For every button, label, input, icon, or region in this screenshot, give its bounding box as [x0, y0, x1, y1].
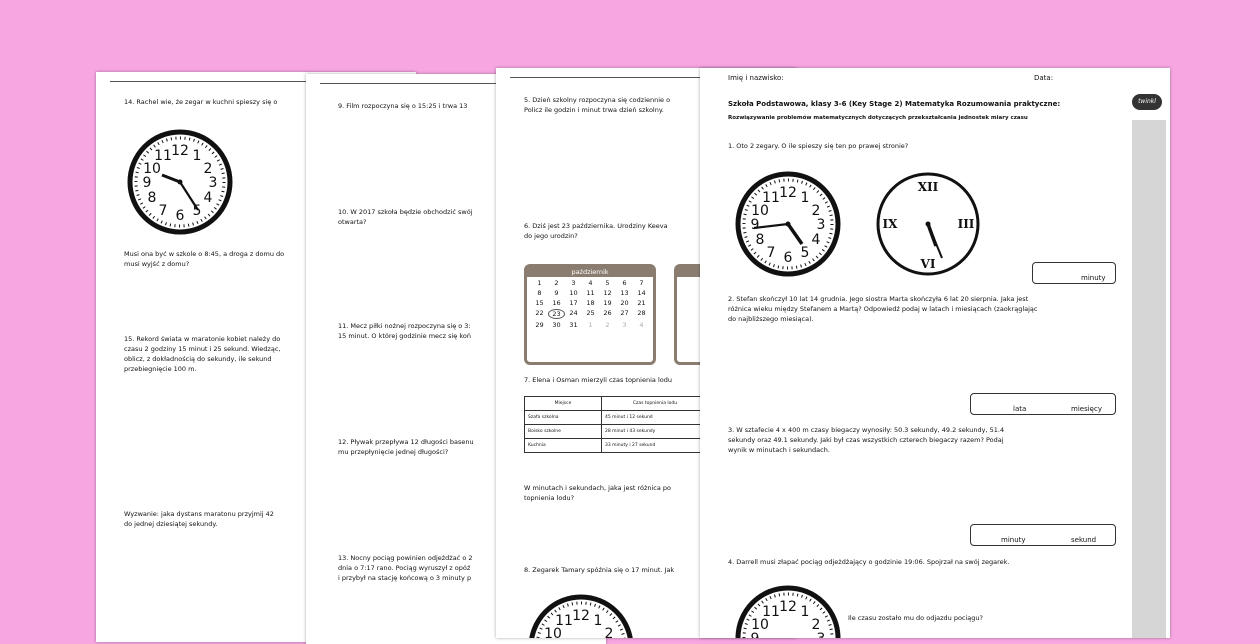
question-10: 10. W 2017 szkoła będzie obchodzić swój [338, 208, 473, 216]
question-13: 13. Nocny pociąg powinien odjeżdżać o 2 [338, 554, 473, 562]
challenge-line-2: do jednej dziesiątej sekundy. [124, 520, 218, 528]
question-15-line-3: oblicz, z dokładnością do sekundy, ile sekund [124, 355, 272, 363]
calendar-day: 18 [586, 299, 595, 307]
question-3-line-3: wynik w minutach i sekundach. [728, 446, 830, 454]
svg-text:VI: VI [920, 257, 936, 271]
calendar-day: 2 [605, 321, 610, 329]
question-5-line-2: Policz ile godzin i minut trwa dzień szkolny. [524, 106, 664, 114]
calendar-day: 27 [620, 309, 629, 317]
calendar-day: 15 [535, 299, 544, 307]
question-15-line-4: przebiegnięcie 100 m. [124, 365, 197, 373]
calendar-day: 17 [569, 299, 578, 307]
question-2-line-3: do najbliższego miesiąca). [728, 315, 814, 323]
table-cell: Boisko szkolne [525, 425, 602, 439]
calendar-day: 22 [535, 309, 544, 317]
question-7: 7. Elena i Osman mierzyli czas topnienia lodu [524, 376, 672, 384]
answer-box-q3[interactable] [970, 524, 1116, 546]
calendar-day: 30 [552, 321, 561, 329]
calendar-day: 25 [586, 309, 595, 317]
name-label: Imię i nazwisko: [728, 74, 784, 82]
question-8: 8. Zegarek Tamary spóźnia się o 17 minut. Jak [524, 566, 675, 574]
clock-icon [730, 166, 846, 282]
question-3: 3. W sztafecie 4 x 400 m czasy biegaczy wynosiły: 50.3 sekundy, 49.2 sekundy, 51.4 [728, 426, 1005, 434]
question-11-line-2: 15 minut. O której godzinie mecz się koń [338, 332, 471, 340]
calendar-day: 28 [637, 309, 646, 317]
table-cell: 45 minut i 12 sekund [602, 411, 709, 425]
calendar-day: 20 [620, 299, 629, 307]
challenge: Wyzwanie: jaka dystans maratonu przyjmij 42 [124, 510, 274, 518]
question-6-line-2: do jego urodzin? [524, 232, 578, 240]
question-1: 1. Oto 2 zegary. O ile spieszy się ten po prawej stronie? [728, 142, 909, 150]
question-4: 4. Darrell musi złapać pociąg odjeżdżający o godzinie 19:06. Spojrzał na swój zegarek. [728, 558, 1010, 566]
roman-clock-icon [870, 166, 986, 282]
question-15-line-2: czasu 2 godziny 15 minut i 25 sekund. Wiedząc, [124, 345, 281, 353]
table-cell: 28 minut i 43 sekundy [602, 425, 709, 439]
calendar-day: 1 [537, 279, 542, 287]
question-10-line-2: otwarta? [338, 218, 367, 226]
question-2: 2. Stefan skończył 10 lat 14 grudnia. Jego siostra Marta skończyła 6 lat 20 sierpnia. Jaka jest [728, 295, 1029, 303]
question-4-line-2: Ile czasu zostało mu do odjazdu pociągu? [848, 614, 983, 622]
question-14: 14. Rachel wie, że zegar w kuchni spieszy się o [124, 98, 278, 106]
svg-text:III: III [957, 217, 975, 231]
question-12-line-2: mu przepłynięcie jednej długości? [338, 448, 449, 456]
calendar-month: październik [527, 267, 653, 277]
answer-unit: minuty [1081, 274, 1106, 282]
calendar-grid [527, 277, 653, 331]
calendar-day: 19 [603, 299, 612, 307]
svg-text:XII: XII [917, 180, 939, 194]
question-13-line-3: i przybył na stację końcową o 3 minuty p [338, 574, 472, 582]
question-14-text-2: musi wyjść z domu? [124, 260, 190, 268]
calendar-day: 10 [569, 289, 578, 297]
clock-icon [730, 580, 846, 638]
calendar-day: 29 [535, 321, 544, 329]
calendar-day: 14 [637, 289, 646, 297]
answer-unit-years: lata [1013, 405, 1027, 413]
question-2-line-2: różnica wieku między Stefanem a Martą? Odpowiedź podaj w latach i miesiącach (zaokrąglając [728, 305, 1038, 313]
page-title: Szkoła Podstawowa, klasy 3-6 (Key Stage 2) Matematyka Rozumowania praktyczne: [728, 100, 1061, 108]
calendar-day: 3 [571, 279, 576, 287]
table-cell: Szafa szkolna [525, 411, 602, 425]
calendar-day: 23 [548, 309, 565, 319]
calendar-day: 21 [637, 299, 646, 307]
question-15: 15. Rekord świata w maratonie kobiet należy do [124, 335, 281, 343]
calendar-day: 11 [586, 289, 595, 297]
melting-table [524, 396, 709, 453]
question-7-line-2: W minutach i sekundach, jaka jest różnica po [524, 484, 672, 492]
calendar-day: 24 [569, 309, 578, 317]
table-cell: 33 minuty i 27 sekund [602, 439, 709, 453]
calendar-day: 26 [603, 309, 612, 317]
question-12: 12. Pływak przepływa 12 długości basenu [338, 438, 474, 446]
question-5: 5. Dzień szkolny rozpoczyna się codziennie o [524, 96, 671, 104]
twinkl-logo: twinkl [1132, 94, 1162, 110]
calendar-day: 9 [554, 289, 559, 297]
question-13-line-2: dnia o 7:17 rano. Pociąg wyruszył z opóź [338, 564, 471, 572]
calendar-day: 8 [537, 289, 542, 297]
scrollbar[interactable] [1132, 120, 1166, 638]
table-cell: Kuchnia [525, 439, 602, 453]
calendar-day: 5 [605, 279, 610, 287]
calendar-day: 2 [554, 279, 559, 287]
date-label: Data: [1034, 74, 1054, 82]
question-3-line-2: sekundy oraz 49.1 sekundy. Jaki był czas wszystkich czterech biegaczy razem? Podaj [728, 436, 1004, 444]
question-11: 11. Mecz piłki nożnej rozpoczyna się o 3: [338, 322, 471, 330]
answer-box-q1[interactable] [1032, 262, 1116, 284]
answer-unit-seconds: sekund [1071, 536, 1097, 544]
answer-unit-minutes: minuty [1001, 536, 1026, 544]
answer-box-q2[interactable] [970, 393, 1116, 415]
calendar-day: 4 [639, 321, 644, 329]
table-header: Miejsce [525, 397, 602, 411]
calendar-day: 3 [622, 321, 627, 329]
calendar-day: 1 [588, 321, 593, 329]
clock-icon [122, 124, 238, 240]
worksheet-page-1 [700, 68, 1170, 638]
question-7-line-3: topnienia lodu? [524, 494, 575, 502]
calendar-day: 31 [569, 321, 578, 329]
answer-unit-months: miesięcy [1071, 405, 1102, 413]
clock-icon [526, 592, 636, 638]
calendar-day: 12 [603, 289, 612, 297]
calendar [524, 264, 656, 365]
page-subtitle: Rozwiązywanie problemów matematycznych dotyczących przekształcania jednostek miary czasu [728, 115, 1028, 121]
calendar-day: 4 [588, 279, 593, 287]
svg-text:IX: IX [882, 217, 898, 231]
calendar-day: 6 [622, 279, 627, 287]
table-header: Czas topnienia lodu [602, 397, 709, 411]
calendar-day: 7 [639, 279, 644, 287]
question-9: 9. Film rozpoczyna się o 15:25 i trwa 13 [338, 102, 468, 110]
calendar-day: 13 [620, 289, 629, 297]
calendar-day: 16 [552, 299, 561, 307]
question-6: 6. Dziś jest 23 października. Urodziny Keeva [524, 222, 668, 230]
question-14-text: Musi ona być w szkole o 8:45, a droga z domu do [124, 250, 285, 258]
